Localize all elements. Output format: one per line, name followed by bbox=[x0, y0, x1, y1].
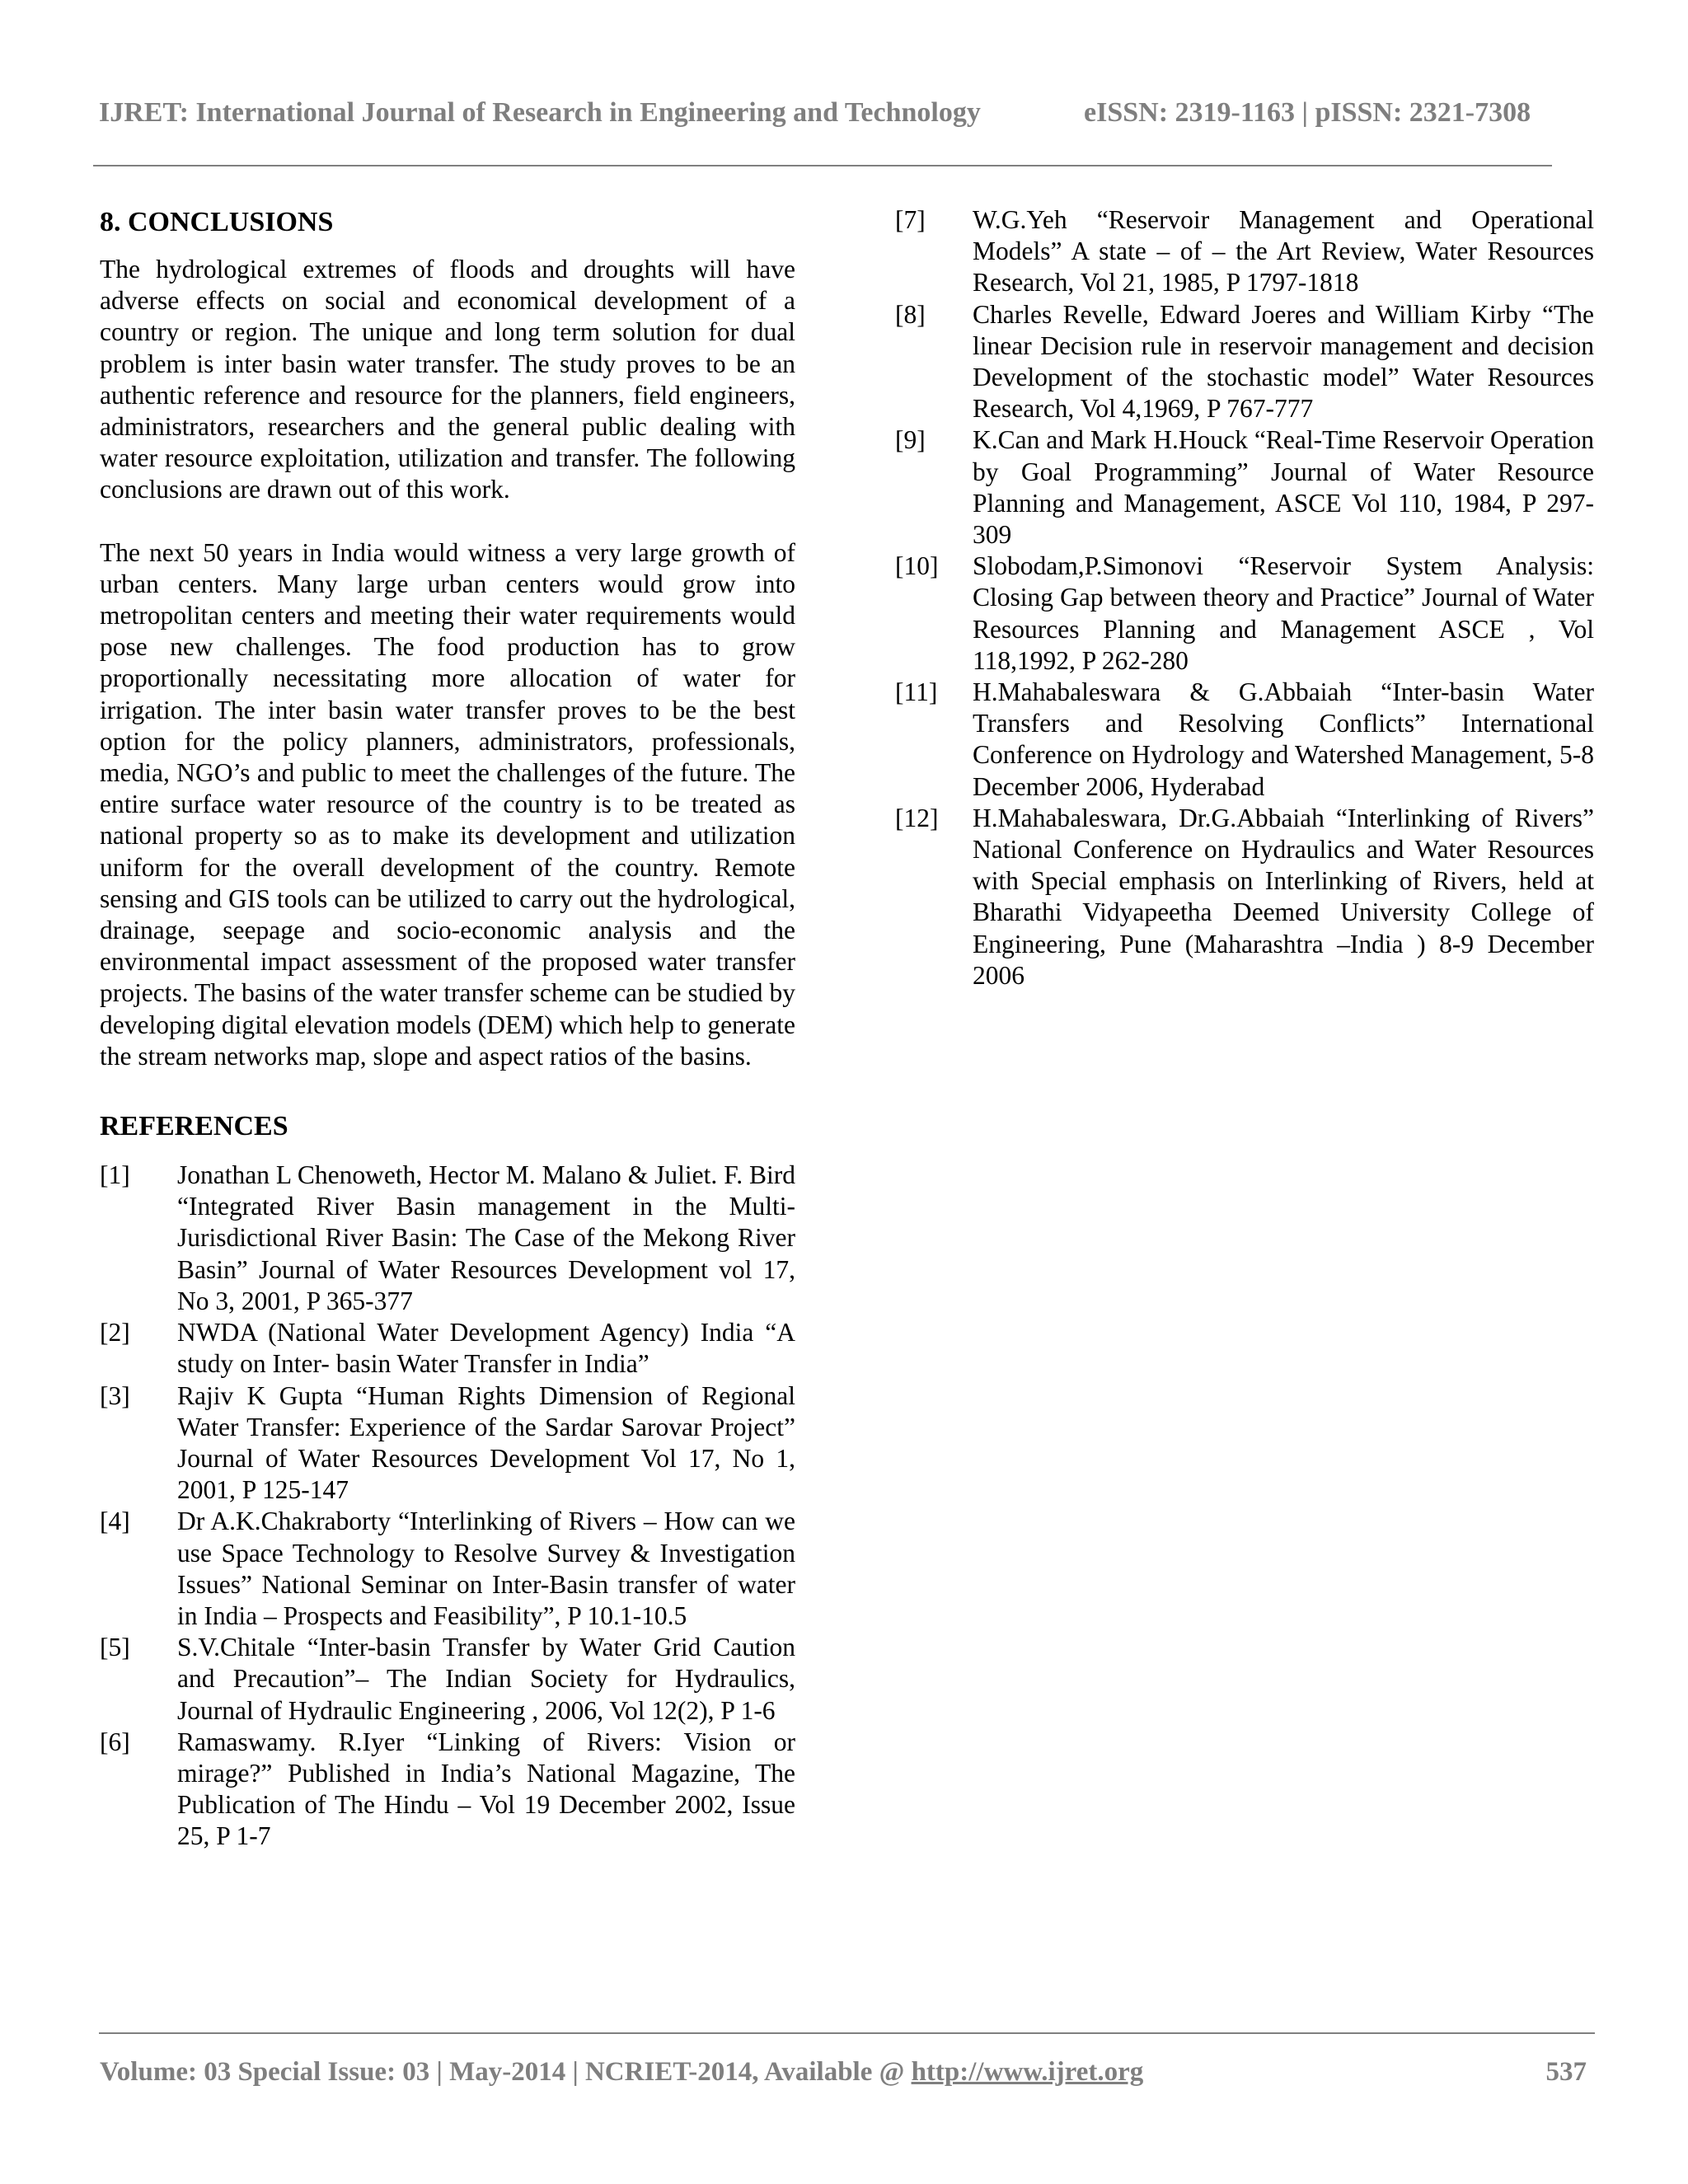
reference-item bbox=[895, 424, 1594, 551]
reference-text: Jonathan L Chenoweth, Hector M. Malano & Juliet. F. Bird “Integrated River Basin management in the Multi-Jurisdictional River Basin: The Case of the Mekong River Basin” Journal of Water Resources Development vol 17, No 3, 2001, P 365-377 bbox=[177, 1160, 795, 1315]
reference-number: [8] bbox=[895, 299, 926, 329]
reference-number: [5] bbox=[100, 1633, 130, 1662]
reference-number: [9] bbox=[895, 425, 926, 455]
reference-text: Ramaswamy. R.Iyer “Linking of Rivers: Vision or mirage?” Published in India’s National Magazine, The Publication of The Hindu – Vol 19 December 2002, Issue 25, P 1-7 bbox=[177, 1727, 795, 1851]
footer-citation bbox=[100, 2057, 1143, 2088]
reference-item bbox=[100, 1727, 795, 1853]
issn-info: eISSN: 2319-1163 | pISSN: 2321-7308 bbox=[1084, 97, 1531, 128]
reference-number: [10] bbox=[895, 551, 939, 581]
reference-text: S.V.Chitale “Inter-basin Transfer by Water Grid Caution and Precaution”– The Indian Society for Hydraulics, Journal of Hydraulic Engineering , 2006, Vol 12(2), P 1-6 bbox=[177, 1633, 795, 1725]
page-number: 537 bbox=[1545, 2057, 1587, 2087]
right-column bbox=[895, 204, 1594, 991]
reference-item bbox=[895, 551, 1594, 677]
reference-item bbox=[895, 677, 1594, 803]
reference-number: [12] bbox=[895, 803, 939, 832]
reference-item bbox=[895, 803, 1594, 991]
running-header bbox=[99, 97, 1550, 138]
reference-text: Dr A.K.Chakraborty “Interlinking of Rivers – How can we use Space Technology to Resolve Survey & Investigation Issues” National Seminar on Inter-Basin transfer of water in India – Prospects and Feasibility”, P 10.1-10.5 bbox=[177, 1507, 795, 1630]
reference-text: H.Mahabaleswara, Dr.G.Abbaiah “Interlinking of Rivers” National Conference on Hydraulics and Water Resources with Special emphasis on Interlinking of Rivers, held at Bharathi Vidyapeetha Deemed University College of Engineering, Pune (Maharashtra –India ) 8-9 December 2006 bbox=[973, 803, 1594, 990]
reference-text: Charles Revelle, Edward Joeres and William Kirby “The linear Decision rule in reservoir management and decision Development of the stochastic model” Water Resources Research, Vol 4,1969, P 767-777 bbox=[973, 299, 1594, 424]
reference-text: Rajiv K Gupta “Human Rights Dimension of Regional Water Transfer: Experience of the Sardar Sarovar Project” Journal of Water Resources Development Vol 17, No 1, 2001, P 125-147 bbox=[177, 1380, 795, 1505]
journal-website-link[interactable]: http://www.ijret.org bbox=[911, 2057, 1144, 2087]
header-divider bbox=[93, 165, 1552, 166]
reference-item bbox=[100, 1160, 795, 1317]
left-column bbox=[100, 204, 795, 1853]
footer-divider bbox=[99, 2032, 1595, 2034]
journal-title: IJRET: International Journal of Research in Engineering and Technology bbox=[99, 97, 981, 128]
conclusions-heading: 8. CONCLUSIONS bbox=[100, 207, 334, 237]
reference-text: NWDA (National Water Development Agency) India “A study on Inter- basin Water Transfer in India” bbox=[177, 1318, 795, 1379]
reference-item bbox=[100, 1506, 795, 1632]
running-footer bbox=[100, 2057, 1595, 2098]
reference-text: Slobodam,P.Simonovi “Reservoir System Analysis: Closing Gap between theory and Practice” Journal of Water Resources Planning and Management ASCE , Vol 118,1992, P 262-280 bbox=[973, 551, 1594, 675]
reference-number: [11] bbox=[895, 677, 938, 707]
reference-number: [3] bbox=[100, 1380, 130, 1410]
reference-number: [4] bbox=[100, 1507, 130, 1536]
reference-text: K.Can and Mark H.Houck “Real-Time Reservoir Operation by Goal Programming” Journal of Water Resource Planning and Management, ASCE Vol 110, 1984, P 297-309 bbox=[973, 425, 1594, 550]
reference-item bbox=[895, 299, 1594, 425]
reference-item bbox=[895, 204, 1594, 299]
reference-number: [1] bbox=[100, 1160, 130, 1190]
reference-item bbox=[100, 1317, 795, 1380]
reference-text: W.G.Yeh “Reservoir Management and Operational Models” A state – of – the Art Review, Water Resources Research, Vol 21, 1985, P 1797-1818 bbox=[973, 205, 1594, 298]
reference-number: [2] bbox=[100, 1318, 130, 1347]
conclusions-paragraph-2: The next 50 years in India would witness a very large growth of urban centers. Many large urban centers would grow into metropolitan centers and meeting their water requirements would pose new challenges. The food production has to grow proportionally necessitating more allocation of water for irrigation. The inter basin water transfer proves to be the best option for the policy planners, administrators, professionals, media, NGO’s and public to meet the challenges of the future. The entire surface water resource of the country is to be treated as national property so as to make its development and utilization uniform for the overall development of the country. Remote sensing and GIS tools can be utilized to carry out the hydrological, drainage, seepage and socio-economic analysis and the environmental impact assessment of the proposed water transfer projects. The basins of the water transfer scheme can be studied by developing digital elevation models (DEM) which help to generate the stream networks map, slope and aspect ratios of the basins. bbox=[100, 537, 795, 1071]
conclusions-paragraph-1: The hydrological extremes of floods and droughts will have adverse effects on social and economical development of a country or region. The unique and long term solution for dual problem is inter basin water transfer. The study proves to be an authentic reference and resource for the planners, field engineers, administrators, researchers and the general public dealing with water resource exploitation, utilization and transfer. The following conclusions are drawn out of this work. bbox=[100, 255, 795, 504]
reference-text: H.Mahabaleswara & G.Abbaiah “Inter-basin Water Transfers and Resolving Conflicts” International Conference on Hydrology and Watershed Management, 5-8 December 2006, Hyderabad bbox=[973, 677, 1594, 801]
reference-number: [7] bbox=[895, 205, 926, 234]
reference-number: [6] bbox=[100, 1727, 130, 1756]
references-heading: REFERENCES bbox=[100, 1111, 288, 1142]
reference-item bbox=[100, 1380, 795, 1507]
volume-issue-info: Volume: 03 Special Issue: 03 | May-2014 | NCRIET-2014, Available @ bbox=[100, 2057, 912, 2087]
reference-item bbox=[100, 1632, 795, 1727]
